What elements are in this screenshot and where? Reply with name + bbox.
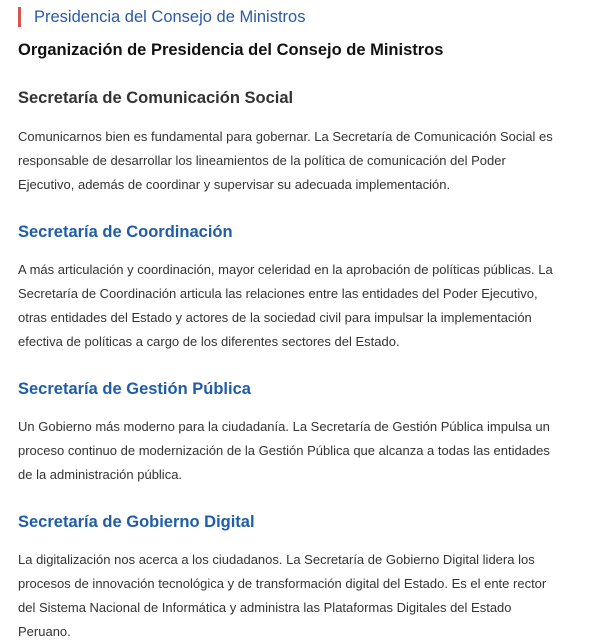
section-comunicacion-social [18, 87, 608, 197]
section-body-gestion-publica: Un Gobierno más moderno para la ciudadanía. La Secretaría de Gestión Pública impulsa un proceso continuo de modernización de la Gestión Pública que alcanza a todas las entidades de la administración pública. [18, 419, 550, 482]
section-body-comunicacion-social: Comunicarnos bien es fundamental para gobernar. La Secretaría de Comunicación Social es responsable de desarrollar los lineamientos de la política de comunicación del Poder Ejecutivo, además de coordinar y supervisar su adecuada implementación. [18, 129, 553, 192]
section-coordinacion [18, 221, 608, 354]
section-heading-comunicacion-social: Secretaría de Comunicación Social [18, 89, 294, 107]
section-link-gestion-publica[interactable]: Secretaría de Gestión Pública [18, 380, 251, 398]
breadcrumb [18, 6, 608, 28]
breadcrumb-link[interactable]: Presidencia del Consejo de Ministros [34, 8, 306, 26]
section-gobierno-digital [18, 511, 608, 642]
section-body-coordinacion: A más articulación y coordinación, mayor celeridad en la aprobación de políticas públicas. La Secretaría de Coordinación articula las relaciones entre las entidades del Poder Ejecutivo, otras entidades del Estado y actores de la sociedad civil para impulsar la implementación efectiva de políticas a cargo de los diferentes sectores del Estado. [18, 262, 553, 349]
section-link-coordinacion[interactable]: Secretaría de Coordinación [18, 223, 233, 241]
page-title: Organización de Presidencia del Consejo de Ministros [18, 41, 444, 59]
section-body-gobierno-digital: La digitalización nos acerca a los ciudadanos. La Secretaría de Gobierno Digital lidera los procesos de innovación tecnológica y de transformación digital del Estado. Es el ente rector del Sistema Nacional de Informática y administra las Plataformas Digitales del Estado Peruano. [18, 552, 547, 639]
section-gestion-publica [18, 378, 608, 487]
breadcrumb-accent-bar [18, 7, 21, 27]
section-link-gobierno-digital[interactable]: Secretaría de Gobierno Digital [18, 513, 255, 531]
